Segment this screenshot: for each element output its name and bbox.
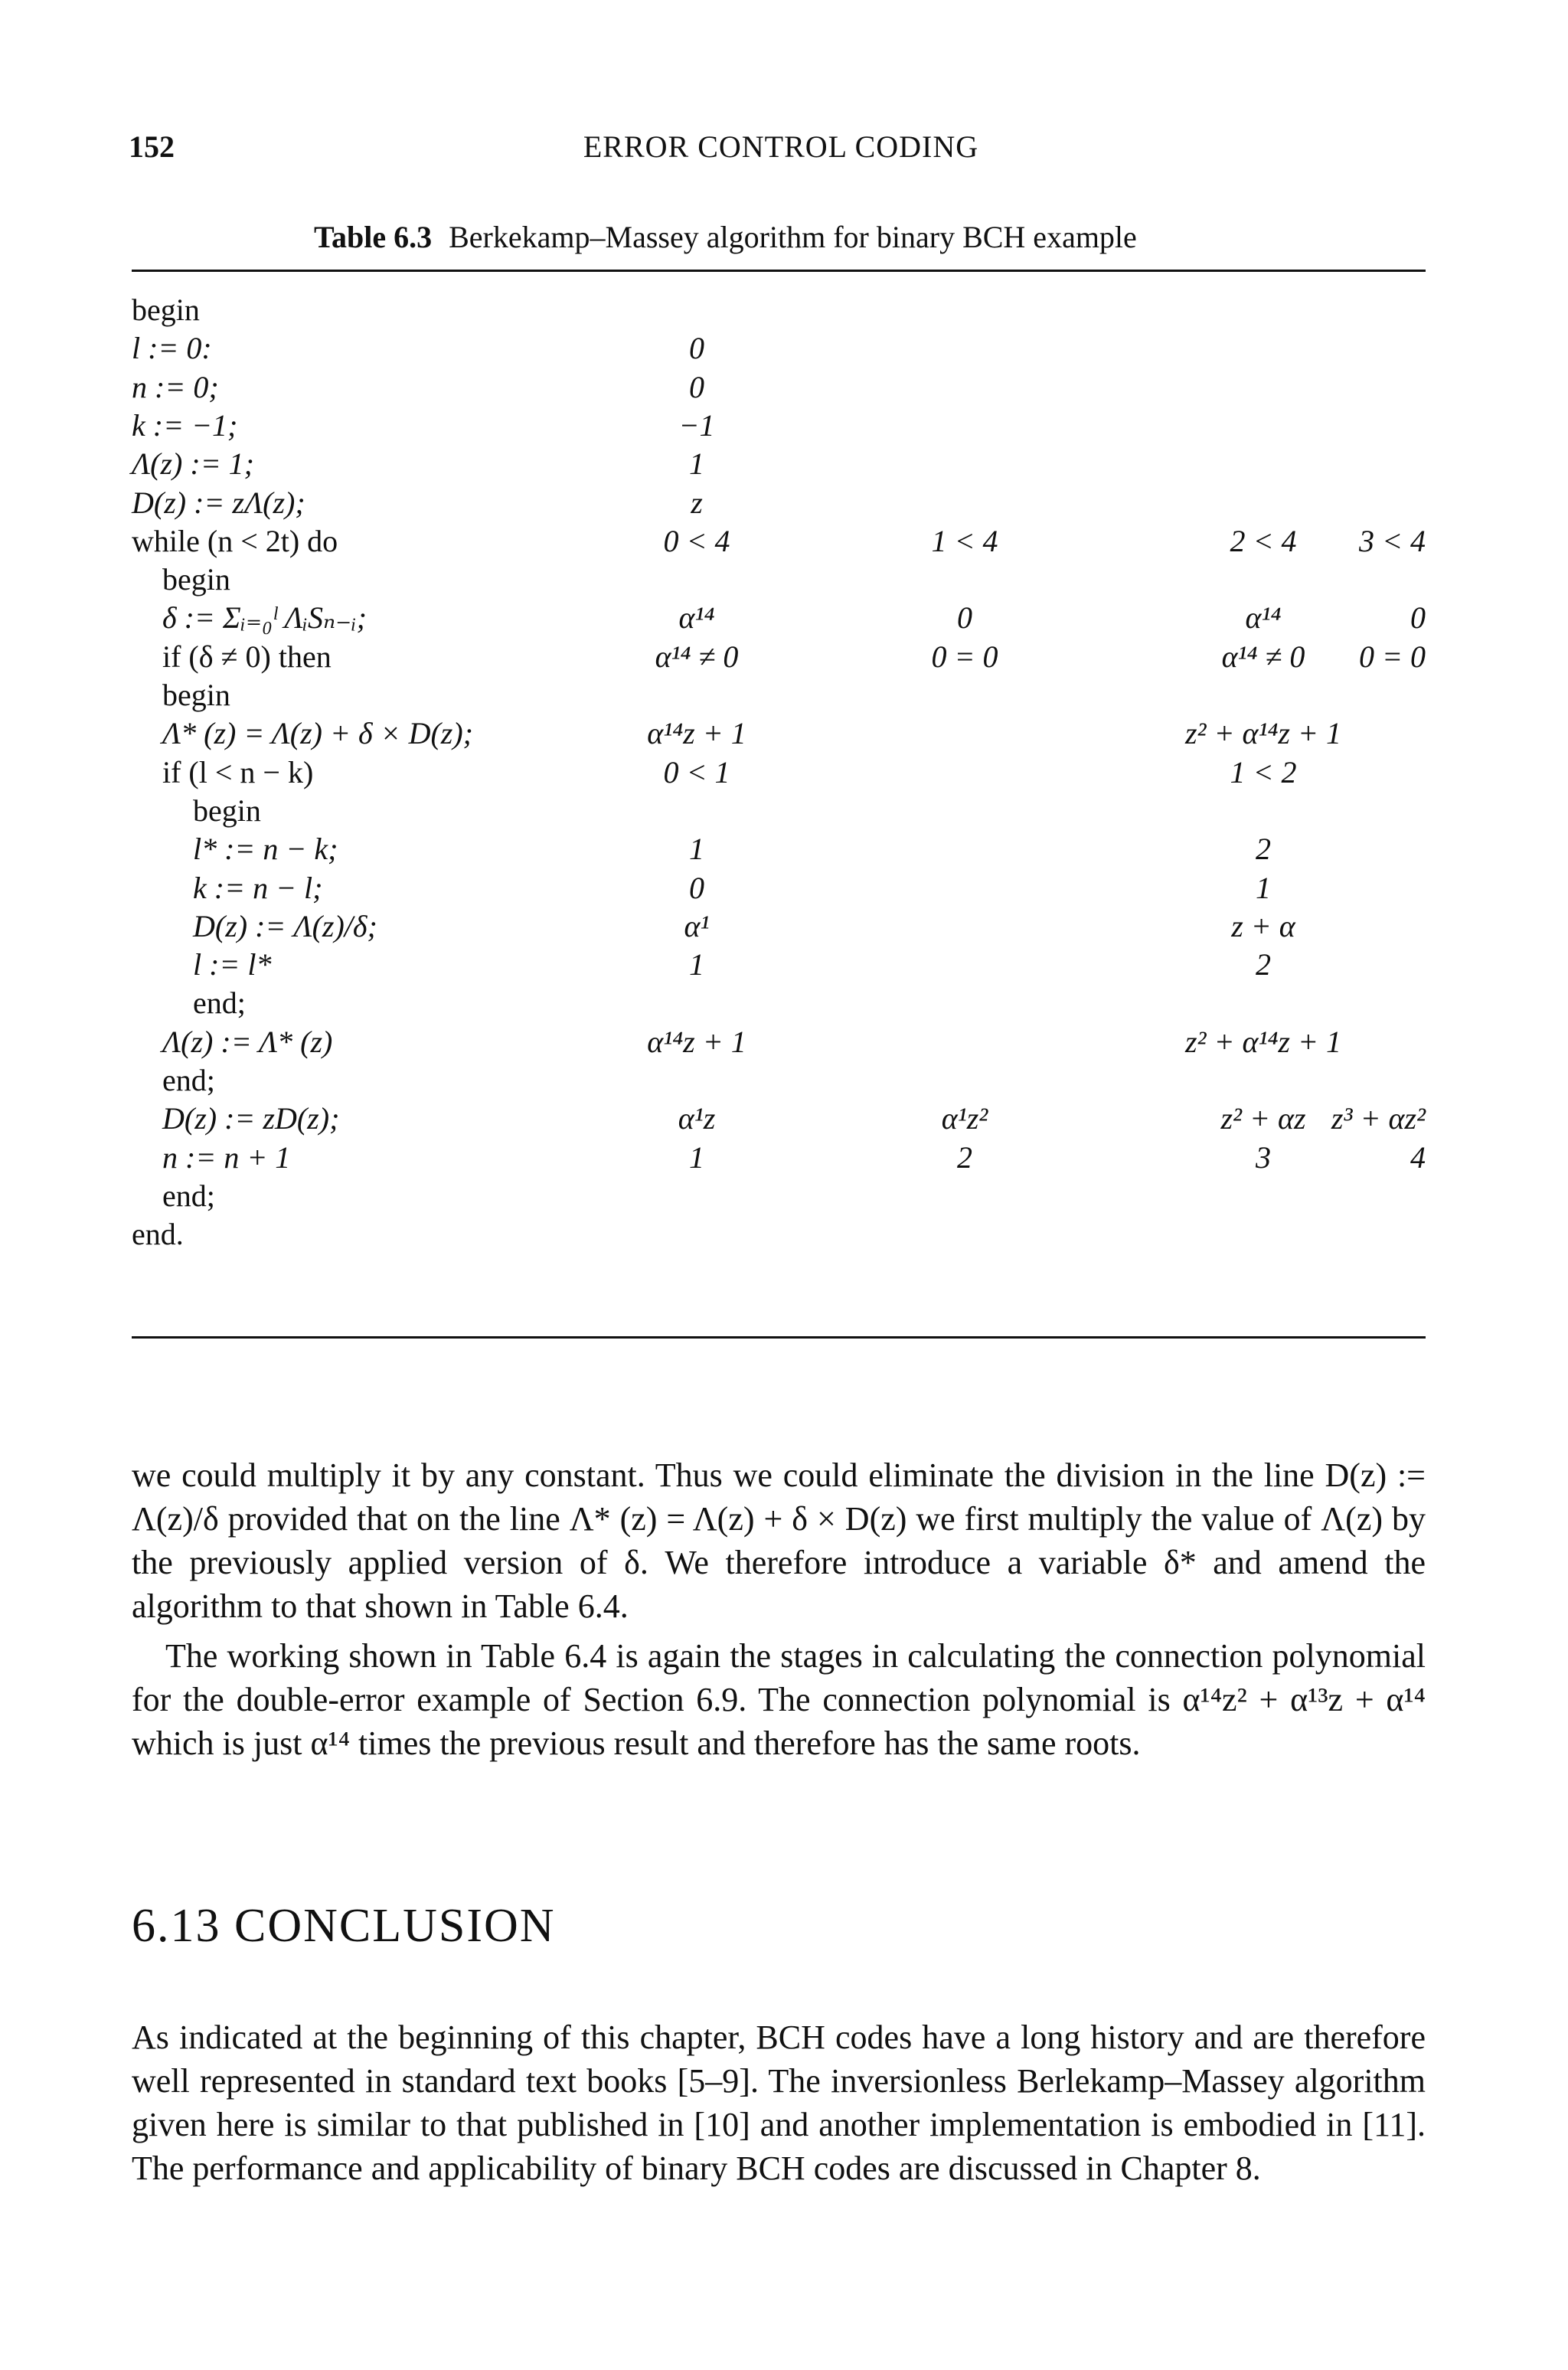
table-row [0, 946, 1568, 984]
iteration-value-c2: α¹z² [941, 1101, 988, 1136]
algorithm-line: Λ* (z) = Λ(z) + δ × D(z); [162, 716, 473, 751]
iteration-value-c1: 1 [689, 446, 704, 482]
iteration-value-c1: 0 [689, 369, 704, 404]
iteration-value-c1: 1 [689, 832, 704, 867]
algorithm-line: l := 0: [132, 331, 212, 366]
iteration-value-c1: z [691, 485, 703, 520]
algorithm-line: if (δ ≠ 0) then [162, 639, 332, 674]
table-caption [314, 219, 1137, 255]
algorithm-line: if (l < n − k) [162, 754, 314, 789]
running-title: ERROR CONTROL CODING [583, 129, 979, 164]
iteration-value-c1: α¹⁴z + 1 [647, 716, 746, 751]
table-row [0, 753, 1568, 792]
algorithm-line: end; [162, 1063, 215, 1097]
iteration-value-c1: −1 [678, 407, 715, 443]
table-row [0, 368, 1568, 407]
iteration-value-c3: z + α [1231, 908, 1295, 943]
table-row [0, 1139, 1568, 1177]
algorithm-line: begin [132, 293, 200, 327]
algorithm-line: end. [132, 1217, 184, 1252]
table-row [0, 329, 1568, 368]
table-row [0, 445, 1568, 483]
iteration-value-c1: 0 [689, 331, 704, 366]
iteration-value-c4: 0 = 0 [1359, 639, 1426, 674]
iteration-value-c2: 2 [957, 1139, 972, 1175]
paragraph-1: we could multiply it by any constant. Thus we could eliminate the division in the line D(z) := Λ(z)/δ provided that on the line Λ* (z) = Λ(z) + δ × D(z) we first multiply the value of Λ(z) by the previously applied version of δ. We therefore introduce a variable δ* and amend the algorithm to that shown in Table 6.4. [132, 1456, 1426, 1625]
algorithm-line: D(z) := zD(z); [162, 1101, 340, 1136]
table-row [0, 1061, 1568, 1100]
iteration-value-c3: z² + αz [1220, 1101, 1306, 1136]
section-heading: 6.13 CONCLUSION [132, 1900, 556, 1952]
table-row [0, 676, 1568, 714]
iteration-value-c1: 0 < 1 [663, 754, 730, 789]
iteration-value-c2: 0 = 0 [931, 639, 998, 674]
table-row [0, 984, 1568, 1022]
algorithm-line: Λ(z) := 1; [132, 446, 254, 482]
table-row [0, 792, 1568, 830]
paragraph-3: As indicated at the beginning of this chapter, BCH codes have a long history and are therefore well represented in standard text books [5–9]. The inversionless Berlekamp–Massey algorithm given here is similar to that published in [10] and another implementation is embodied in [11]. The performance and applicability of binary BCH codes are discussed in Chapter 8. [132, 2019, 1426, 2187]
iteration-value-c1: α¹⁴ ≠ 0 [655, 639, 739, 674]
iteration-value-c4: 0 [1410, 600, 1426, 636]
algorithm-line: D(z) := zΛ(z); [132, 485, 305, 520]
algorithm-line: while (n < 2t) do [132, 523, 338, 558]
table-caption-text: Berkekamp–Massey algorithm for binary BCH example [449, 220, 1137, 254]
page-header [129, 129, 1433, 175]
algorithm-line: begin [193, 793, 261, 828]
iteration-value-c3: 2 [1256, 947, 1271, 982]
iteration-value-c2: 1 < 4 [931, 523, 998, 558]
algorithm-line: end; [162, 1178, 215, 1213]
iteration-value-c4: 4 [1410, 1139, 1426, 1175]
table-row [0, 638, 1568, 676]
table-row [0, 407, 1568, 445]
table-row [0, 714, 1568, 753]
table-row [0, 1215, 1568, 1254]
paragraph-2: The working shown in Table 6.4 is again the stages in calculating the connection polynomial for the double-error example of Section 6.9. The connection polynomial is α¹⁴z² + α¹³z + α¹⁴ which is just α¹⁴ times the previous result and therefore has the same roots. [132, 1637, 1426, 1762]
table-row [0, 869, 1568, 907]
iteration-value-c1: α¹⁴z + 1 [647, 1024, 746, 1059]
table-row [0, 484, 1568, 522]
iteration-value-c3: 1 [1256, 870, 1271, 905]
iteration-value-c3: α¹⁴ ≠ 0 [1221, 639, 1305, 674]
iteration-value-c1: α¹⁴ [678, 600, 715, 636]
table-row [0, 522, 1568, 561]
table-row [0, 1023, 1568, 1061]
algorithm-line: k := −1; [132, 407, 238, 443]
iteration-value-c4: 3 < 4 [1359, 523, 1426, 558]
algorithm-line: l := l* [193, 947, 272, 982]
algorithm-line: begin [162, 562, 230, 597]
algorithm-line: l* := n − k; [193, 832, 338, 867]
algorithm-line: begin [162, 678, 230, 712]
table-bottom-rule [132, 1336, 1426, 1339]
algorithm-line: n := n + 1 [162, 1139, 291, 1175]
algorithm-line: Λ(z) := Λ* (z) [162, 1024, 333, 1059]
table-row [0, 1100, 1568, 1138]
iteration-value-c4: z³ + αz² [1331, 1101, 1426, 1136]
algorithm-line: n := 0; [132, 369, 219, 404]
algorithm-line: D(z) := Λ(z)/δ; [193, 908, 377, 943]
iteration-value-c1: 0 [689, 870, 704, 905]
page-number: 152 [129, 129, 175, 164]
iteration-value-c1: 1 [689, 947, 704, 982]
table-row [0, 830, 1568, 868]
iteration-value-c1: α¹ [684, 908, 710, 943]
iteration-value-c3: z² + α¹⁴z + 1 [1184, 1024, 1341, 1059]
table-row [0, 1177, 1568, 1215]
iteration-value-c3: α¹⁴ [1245, 600, 1282, 636]
table-label: Table 6.3 [314, 220, 433, 254]
iteration-value-c1: 0 < 4 [663, 523, 730, 558]
table-row [0, 561, 1568, 599]
table-row [0, 907, 1568, 946]
iteration-value-c3: 2 < 4 [1230, 523, 1297, 558]
algorithm-line: k := n − l; [193, 870, 323, 905]
table-row [0, 291, 1568, 329]
table-row [0, 599, 1568, 637]
iteration-value-c3: 3 [1256, 1139, 1271, 1175]
iteration-value-c1: α¹z [678, 1101, 716, 1136]
iteration-value-c3: z² + α¹⁴z + 1 [1184, 716, 1341, 751]
algorithm-line: end; [193, 986, 246, 1021]
iteration-value-c2: 0 [957, 600, 972, 636]
table-top-rule [132, 270, 1426, 272]
iteration-value-c3: 2 [1256, 832, 1271, 867]
algorithm-line: δ := Σᵢ₌₀ˡ ΛᵢSₙ₋ᵢ; [162, 600, 367, 636]
iteration-value-c1: 1 [689, 1139, 704, 1175]
iteration-value-c3: 1 < 2 [1230, 754, 1297, 789]
